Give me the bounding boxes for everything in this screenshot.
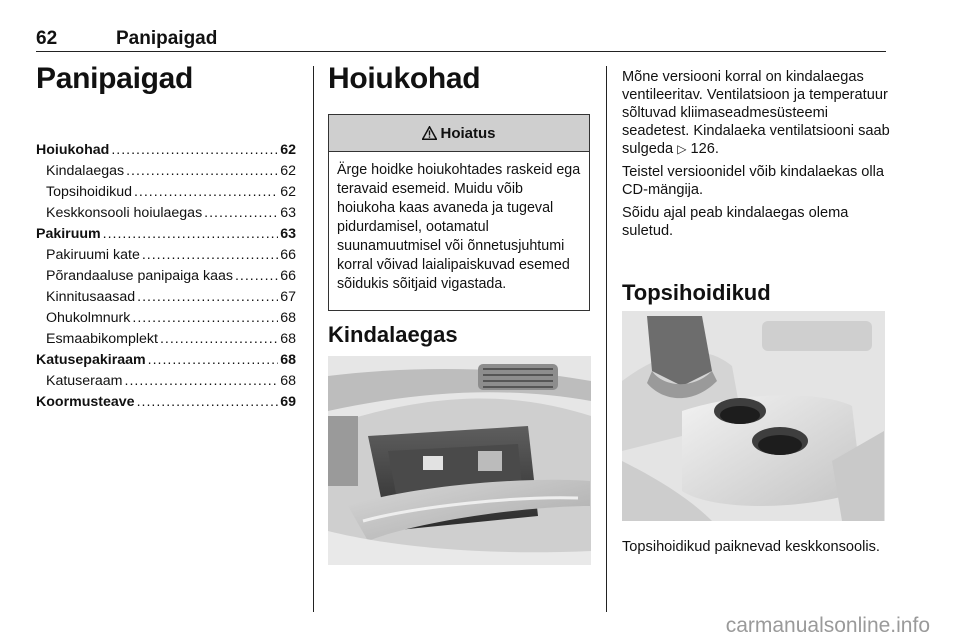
toc-entry-ohukolmnurk[interactable]: Ohukolmnurk ..... 68 xyxy=(36,310,296,331)
toc-entry-porandaaluse-panipaiga-kaas[interactable]: Põrandaaluse panipaiga kaas ..... 66 xyxy=(36,268,296,289)
chapter-title: Panipaigad xyxy=(36,62,194,95)
table-of-contents xyxy=(36,142,296,415)
column-divider-1 xyxy=(313,66,314,612)
running-header xyxy=(36,28,217,50)
toc-entry-esmaabikomplekt[interactable]: Esmaabikomplekt ..... 68 xyxy=(36,331,296,352)
paragraph-closed-while-driving: Sõidu ajal peab kindalaegas olema suletud. xyxy=(622,205,849,239)
header-chapter: Panipaigad xyxy=(116,28,218,49)
paragraph-ventilation: Mõne versiooni korral on kindalaegas ventileeritav. Ventilatsioon ja temperatuur sõltuvad kliimaseadmesüsteemi seadetest. Kindalaeka ventilatsiooni saab sulgeda ▷ 126. xyxy=(622,69,890,157)
toc-entry-pakiruumi-kate[interactable]: Pakiruumi kate ..... 66 xyxy=(36,247,296,268)
warning-header xyxy=(329,115,589,152)
caption-cupholders: Topsihoidikud paiknevad keskkonsoolis. xyxy=(622,539,880,555)
section-heading-topsihoidikud: Topsihoidikud xyxy=(622,280,771,305)
toc-entry-koormusteave[interactable]: Koormusteave ..... 69 xyxy=(36,394,296,415)
page-reference-arrow-icon: ▷ xyxy=(677,142,687,156)
watermark: carmanualsonline.info xyxy=(725,614,930,637)
toc-entry-hoiukohad[interactable]: Hoiukohad ..... 62 xyxy=(36,142,296,163)
glovebox-illustration xyxy=(328,356,591,565)
column-3-text xyxy=(622,68,892,245)
cupholder-illustration xyxy=(622,311,885,521)
paragraph-cd-player: Teistel versioonidel võib kindalaekas olla CD-mängija. xyxy=(622,164,885,198)
toc-entry-katuseraam[interactable]: Katuseraam ..... 68 xyxy=(36,373,296,394)
page-reference[interactable]: 126. xyxy=(690,141,719,157)
subsection-heading-kindalaegas: Kindalaegas xyxy=(328,322,458,347)
toc-entry-pakiruum[interactable]: Pakiruum ..... 63 xyxy=(36,226,296,247)
toc-entry-topsihoidikud[interactable]: Topsihoidikud ..... 62 xyxy=(36,184,296,205)
warning-triangle-icon xyxy=(422,126,437,140)
toc-entry-keskkonsooli-hoiulaegas[interactable]: Keskkonsooli hoiulaegas ..... 63 xyxy=(36,205,296,226)
warning-title: Hoiatus xyxy=(440,124,496,142)
toc-entry-kinnitusaasad[interactable]: Kinnitusaasad ..... 67 xyxy=(36,289,296,310)
warning-box xyxy=(328,114,590,311)
header-rule xyxy=(36,51,886,52)
page-number: 62 xyxy=(36,28,58,49)
column-divider-2 xyxy=(606,66,607,612)
toc-entry-katusepakiraam[interactable]: Katusepakiraam ..... 68 xyxy=(36,352,296,373)
toc-entry-kindalaegas[interactable]: Kindalaegas ..... 62 xyxy=(36,163,296,184)
warning-text: Ärge hoidke hoiukohtades raskeid ega teravaid esemeid. Muidu võib hoiukoha kaas avaneda ja tugeval pidurdamisel, ootamatul suunamuutmisel või õnnetusjuhtumi korral võivad laialipaiskuvad esemed sõidukis sõitjaid vigastada. xyxy=(337,162,581,292)
section-heading-hoiukohad: Hoiukohad xyxy=(328,62,481,95)
